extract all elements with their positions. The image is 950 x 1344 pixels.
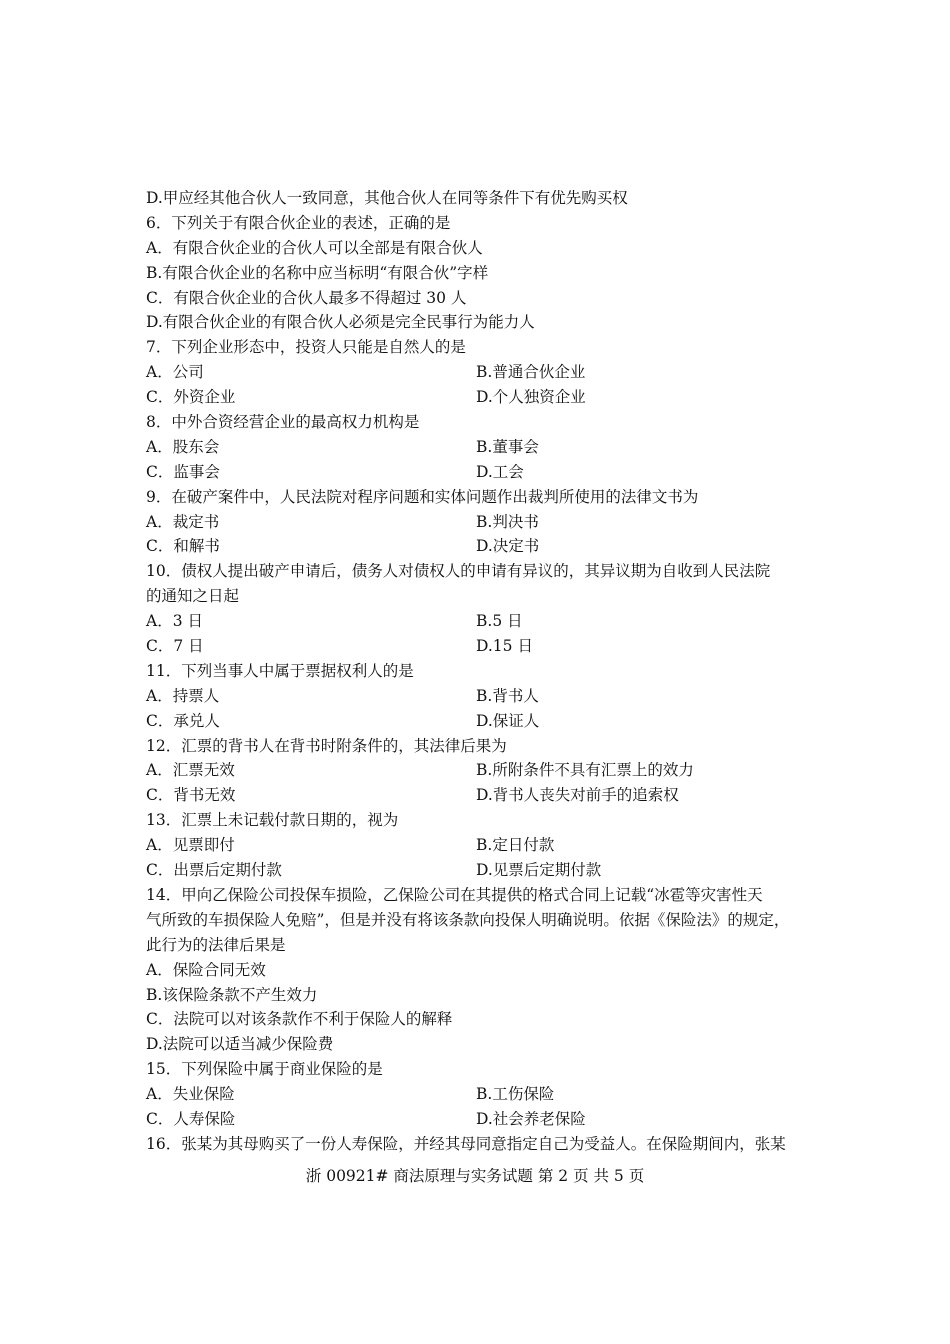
question-16-stem-line-1: 16．张某为其母购买了一份人寿保险，并经其母同意指定自己为受益人。在保险期间内，张某 (146, 1134, 786, 1153)
question-14-option-b: B.该保险条款不产生效力 (146, 985, 318, 1004)
question-9-option-d: D.决定书 (476, 537, 540, 556)
question-14-stem-line-3: 此行为的法律后果是 (146, 935, 286, 954)
question-8-options-cd (146, 460, 826, 485)
question-9-options-ab (146, 510, 826, 535)
question-15-options-ab (146, 1082, 826, 1107)
question-9-option-a: A．裁定书 (146, 512, 220, 531)
question-8-option-a: A．股东会 (146, 437, 220, 456)
question-14-stem-line-1: 14．甲向乙保险公司投保车损险，乙保险公司在其提供的格式合同上记载“冰雹等灾害性天 (146, 885, 763, 904)
question-14-option-d: D.法院可以适当减少保险费 (146, 1035, 334, 1054)
question-7-stem: 7．下列企业形态中，投资人只能是自然人的是 (146, 338, 466, 357)
question-9-option-c: C．和解书 (146, 537, 220, 556)
question-12-option-c: C．背书无效 (146, 786, 236, 805)
question-9-options-cd (146, 534, 826, 559)
question-9-stem: 9．在破产案件中，人民法院对程序问题和实体问题作出裁判所使用的法律文书为 (146, 487, 699, 506)
question-7-options-cd (146, 385, 826, 410)
question-11-option-d: D.保证人 (476, 711, 540, 730)
question-8-option-b: B.董事会 (476, 437, 539, 456)
question-11-option-a: A．持票人 (146, 686, 220, 705)
question-13-stem: 13．汇票上未记载付款日期的，视为 (146, 811, 399, 830)
question-content (146, 186, 826, 1157)
question-7-option-c: C．外资企业 (146, 388, 236, 407)
question-8-stem: 8．中外合资经营企业的最高权力机构是 (146, 413, 420, 432)
question-6-option-b: B.有限合伙企业的名称中应当标明“有限合伙”字样 (146, 263, 489, 282)
question-12-option-b: B.所附条件不具有汇票上的效力 (476, 761, 694, 780)
question-14-option-c: C．法院可以对该条款作不利于保险人的解释 (146, 1010, 453, 1029)
question-12-stem: 12．汇票的背书人在背书时附条件的，其法律后果为 (146, 736, 507, 755)
question-13-options-cd (146, 858, 826, 883)
question-14-stem-line-2: 气所致的车损保险人免赔”，但是并没有将该条款向投保人明确说明。依据《保险法》的规定， (146, 910, 790, 929)
question-11-options-ab (146, 684, 826, 709)
question-7-option-a: A．公司 (146, 363, 204, 382)
question-7-option-b: B.普通合伙企业 (476, 363, 586, 382)
question-13-option-c: C．出票后定期付款 (146, 861, 282, 880)
question-14-option-a: A．保险合同无效 (146, 960, 266, 979)
question-12-options-ab (146, 758, 826, 783)
question-8-option-c: C．监事会 (146, 462, 220, 481)
question-15-option-d: D.社会养老保险 (476, 1109, 586, 1128)
question-8-option-d: D.工会 (476, 462, 524, 481)
question-6-option-a: A．有限合伙企业的合伙人可以全部是有限合伙人 (146, 238, 483, 257)
question-7-option-d: D.个人独资企业 (476, 388, 586, 407)
question-10-options-ab (146, 609, 826, 634)
question-13-option-d: D.见票后定期付款 (476, 861, 602, 880)
question-10-options-cd (146, 634, 826, 659)
question-15-stem: 15．下列保险中属于商业保险的是 (146, 1060, 383, 1079)
question-15-option-c: C．人寿保险 (146, 1109, 236, 1128)
question-12-options-cd (146, 783, 826, 808)
question-7-options-ab (146, 360, 826, 385)
question-6-option-c: C．有限合伙企业的合伙人最多不得超过 30 人 (146, 288, 467, 307)
question-10-stem-line-1: 10．债权人提出破产申请后，债务人对债权人的申请有异议的，其异议期为自收到人民法院 (146, 562, 771, 581)
question-15-options-cd (146, 1107, 826, 1132)
question-10-option-a: A．3 日 (146, 612, 203, 631)
question-10-option-b: B.5 日 (476, 612, 523, 631)
question-12-option-d: D.背书人丧失对前手的追索权 (476, 786, 679, 805)
question-13-option-a: A．见票即付 (146, 836, 235, 855)
question-11-option-b: B.背书人 (476, 686, 539, 705)
question-12-option-a: A．汇票无效 (146, 761, 235, 780)
question-10-option-d: D.15 日 (476, 637, 533, 656)
question-11-option-c: C．承兑人 (146, 711, 220, 730)
question-15-option-b: B.工伤保险 (476, 1085, 555, 1104)
question-11-stem: 11．下列当事人中属于票据权利人的是 (146, 661, 414, 680)
question-10-option-c: C．7 日 (146, 637, 204, 656)
question-6-option-d: D.有限合伙企业的有限合伙人必须是完全民事行为能力人 (146, 313, 535, 332)
question-6-stem: 6．下列关于有限合伙企业的表述，正确的是 (146, 213, 451, 232)
question-15-option-a: A．失业保险 (146, 1085, 235, 1104)
question-8-options-ab (146, 435, 826, 460)
question-13-options-ab (146, 833, 826, 858)
question-10-stem-line-2: 的通知之日起 (146, 587, 240, 606)
question-11-options-cd (146, 709, 826, 734)
question-9-option-b: B.判决书 (476, 512, 539, 531)
question-5-option-d: D.甲应经其他合伙人一致同意，其他合伙人在同等条件下有优先购买权 (146, 189, 628, 207)
page-footer: 浙 00921# 商法原理与实务试题 第 2 页 共 5 页 (305, 1167, 645, 1185)
question-13-option-b: B.定日付款 (476, 836, 555, 855)
